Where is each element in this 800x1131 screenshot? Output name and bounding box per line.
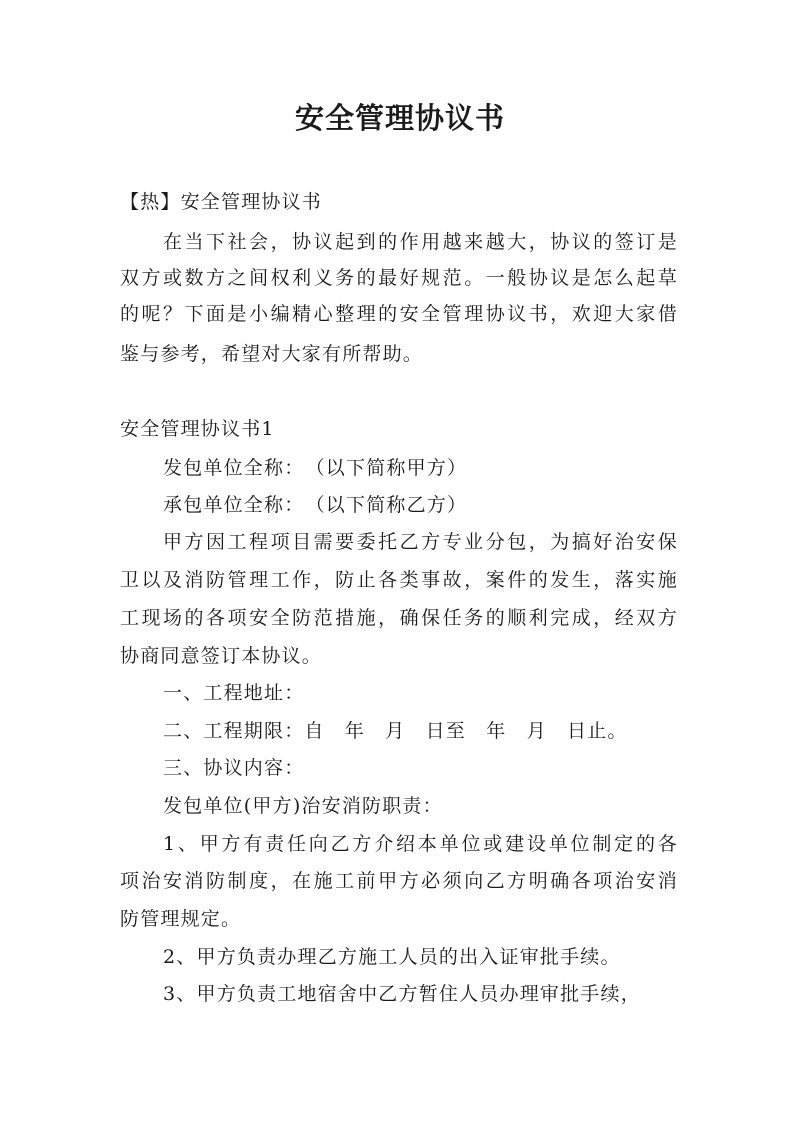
- contractor-line: 发包单位全称： （以下简称甲方）: [163, 457, 468, 479]
- subtitle-line: 【热】安全管理协议书: [120, 191, 323, 213]
- clause-period: 二、工程期限：自 年 月 日至 年 月 日止。: [163, 720, 628, 742]
- intro-line-2: 双方或数方之间权利义务的最好规范。一般协议是怎么起草: [120, 267, 678, 289]
- body-line-3: 工现场的各项安全防范措施，确保任务的顺利完成，经双方: [120, 607, 678, 629]
- party-a-duties-heading: 发包单位(甲方)治安消防职责：: [163, 795, 443, 817]
- intro-line-3: 的呢？下面是小编精心整理的安全管理协议书，欢迎大家借: [120, 303, 678, 325]
- item-1-line-1: 1、甲方有责任向乙方介绍本单位或建设单位制定的各: [163, 833, 678, 855]
- item-1-line-3: 防管理规定。: [120, 908, 242, 930]
- body-line-2: 卫以及消防管理工作，防止各类事故，案件的发生，落实施: [120, 569, 678, 591]
- document-title: 安全管理协议书: [294, 101, 505, 135]
- item-1-line-2: 项治安消防制度，在施工前甲方必须向乙方明确各项治安消: [120, 870, 678, 892]
- clause-address: 一、工程地址：: [163, 682, 305, 704]
- intro-line-1: 在当下社会，协议起到的作用越来越大，协议的签订是: [163, 231, 678, 253]
- intro-line-4: 鉴与参考，希望对大家有所帮助。: [120, 343, 424, 365]
- item-2: 2、甲方负责办理乙方施工人员的出入证审批手续。: [163, 946, 621, 968]
- subcontractor-line: 承包单位全称： （以下简称乙方）: [163, 494, 468, 516]
- section-heading: 安全管理协议书1: [120, 418, 275, 440]
- item-3: 3、甲方负责工地宿舍中乙方暂住人员办理审批手续，: [163, 983, 641, 1005]
- clause-content: 三、协议内容：: [163, 757, 305, 779]
- body-line-1: 甲方因工程项目需要委托乙方专业分包，为搞好治安保: [163, 531, 678, 553]
- body-line-4: 协商同意签订本协议。: [120, 645, 323, 667]
